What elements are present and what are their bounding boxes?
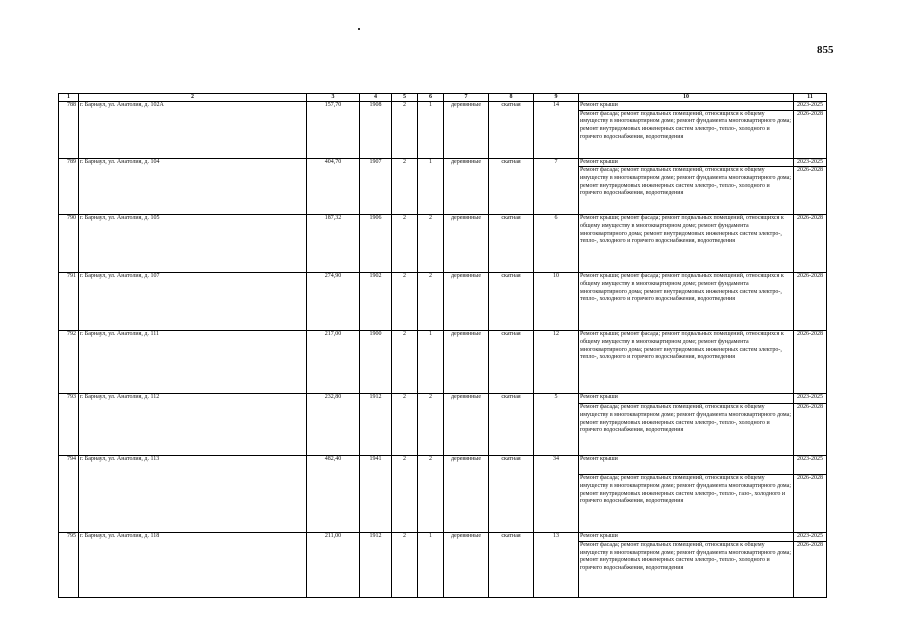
floors-cell: 2 [392,273,418,331]
period-cell: 2026-2028 [794,167,827,215]
apartments-cell: 7 [534,158,579,215]
work-description-cell: Ремонт крыши; ремонт фасада; ремонт подвальных помещений, относящихся к общему имуществу в многоквартирном доме; ремонт фундамента многоквартирного дома; ремонт внутридомовых инженерных систем электро-, тепло-, холодного и горячего водоснабжения, водоотведения [579,215,794,273]
build-year-cell: 1941 [360,456,392,533]
work-description-cell: Ремонт крыши [579,158,794,167]
period-cell: 2026-2028 [794,542,827,598]
table-row [59,394,827,404]
scan-speck [358,28,360,30]
floors-cell: 2 [392,158,418,215]
floors-cell: 2 [392,456,418,533]
period-cell: 2023-2025 [794,102,827,111]
floors-cell: 2 [392,215,418,273]
period-cell: 2026-2028 [794,331,827,394]
record-number-cell: 792 [59,331,79,394]
period-cell: 2023-2025 [794,456,827,475]
area-cell: 274,90 [307,273,360,331]
table-row [59,456,827,475]
area-cell: 482,40 [307,456,360,533]
entrances-cell: 1 [418,158,444,215]
work-description-cell: Ремонт крыши; ремонт фасада; ремонт подвальных помещений, относящихся к общему имуществу в многоквартирном доме; ремонт фундамента многоквартирного дома; ремонт внутридомовых инженерных систем электро-, тепло-, холодного и горячего водоснабжения, водоотведения [579,273,794,331]
record-number-cell: 789 [59,158,79,215]
wall-material-cell: деревянные [444,215,489,273]
entrances-cell: 2 [418,394,444,456]
address-cell: г. Барнаул, ул. Анатолия, д. 105 [79,215,307,273]
apartments-cell: 13 [534,533,579,598]
wall-material-cell: деревянные [444,102,489,159]
header-cell: 2 [79,94,307,102]
record-number-cell: 795 [59,533,79,598]
table-row [59,331,827,394]
repair-schedule-table [58,93,827,598]
build-year-cell: 1912 [360,394,392,456]
floors-cell: 2 [392,331,418,394]
record-number-cell: 791 [59,273,79,331]
period-cell: 2023-2025 [794,158,827,167]
address-cell: г. Барнаул, ул. Анатолия, д. 113 [79,456,307,533]
area-cell: 217,00 [307,331,360,394]
period-cell: 2026-2028 [794,215,827,273]
roof-type-cell: скатная [489,158,534,215]
header-cell: 9 [534,94,579,102]
record-number-cell: 790 [59,215,79,273]
wall-material-cell: деревянные [444,456,489,533]
wall-material-cell: деревянные [444,158,489,215]
work-description-cell: Ремонт фасада; ремонт подвальных помещений, относящихся к общему имуществу в многоквартирном доме; ремонт фундамента многоквартирного дома; ремонт внутридомовых инженерных систем электро-, тепло-, газо-, холодного и горячего водоснабжения, водоотведения [579,475,794,533]
floors-cell: 2 [392,533,418,598]
area-cell: 211,00 [307,533,360,598]
build-year-cell: 1906 [360,215,392,273]
entrances-cell: 2 [418,215,444,273]
work-description-cell: Ремонт крыши [579,394,794,404]
roof-type-cell: скатная [489,102,534,159]
entrances-cell: 1 [418,533,444,598]
roof-type-cell: скатная [489,215,534,273]
address-cell: г. Барнаул, ул. Анатолия, д. 107 [79,273,307,331]
header-cell: 10 [579,94,794,102]
period-cell: 2026-2028 [794,404,827,456]
table-row [59,158,827,167]
apartments-cell: 14 [534,102,579,159]
apartments-cell: 12 [534,331,579,394]
apartments-cell: 10 [534,273,579,331]
table-row [59,215,827,273]
header-cell: 5 [392,94,418,102]
record-number-cell: 788 [59,102,79,159]
address-cell: г. Барнаул, ул. Анатолия, д. 118 [79,533,307,598]
page-number: 855 [817,44,834,56]
build-year-cell: 1907 [360,158,392,215]
address-cell: г. Барнаул, ул. Анатолия, д. 104 [79,158,307,215]
roof-type-cell: скатная [489,456,534,533]
work-description-cell: Ремонт крыши; ремонт фасада; ремонт подвальных помещений, относящихся к общему имуществу в многоквартирном доме; ремонт фундамента многоквартирного дома; ремонт внутридомовых инженерных систем электро-, тепло-, холодного и горячего водоснабжения, водоотведения [579,331,794,394]
header-cell: 6 [418,94,444,102]
wall-material-cell: деревянные [444,533,489,598]
record-number-cell: 793 [59,394,79,456]
wall-material-cell: деревянные [444,331,489,394]
address-cell: г. Барнаул, ул. Анатолия, д. 111 [79,331,307,394]
header-cell: 7 [444,94,489,102]
build-year-cell: 1902 [360,273,392,331]
area-cell: 232,80 [307,394,360,456]
wall-material-cell: деревянные [444,394,489,456]
entrances-cell: 1 [418,102,444,159]
header-cell: 11 [794,94,827,102]
header-cell: 3 [307,94,360,102]
period-cell: 2023-2025 [794,533,827,542]
build-year-cell: 1912 [360,533,392,598]
header-cell: 1 [59,94,79,102]
table-row [59,102,827,111]
work-description-cell: Ремонт фасада; ремонт подвальных помещений, относящихся к общему имуществу в многоквартирном доме; ремонт фундамента многоквартирного дома; ремонт внутридомовых инженерных систем электро-, тепло-, холодного и горячего водоснабжения, водоотведения [579,110,794,158]
apartments-cell: 5 [534,394,579,456]
apartments-cell: 6 [534,215,579,273]
work-description-cell: Ремонт крыши [579,102,794,111]
period-cell: 2026-2028 [794,475,827,533]
address-cell: г. Барнаул, ул. Анатолия, д. 112 [79,394,307,456]
roof-type-cell: скатная [489,331,534,394]
table-row [59,273,827,331]
work-description-cell: Ремонт крыши [579,533,794,542]
header-cell: 4 [360,94,392,102]
entrances-cell: 1 [418,331,444,394]
floors-cell: 2 [392,394,418,456]
area-cell: 187,32 [307,215,360,273]
work-description-cell: Ремонт фасада; ремонт подвальных помещений, относящихся к общему имуществу в многоквартирном доме; ремонт фундамента многоквартирного дома; ремонт внутридомовых инженерных систем электро-, тепло-, холодного и горячего водоснабжения, водоотведения [579,404,794,456]
roof-type-cell: скатная [489,273,534,331]
work-description-cell: Ремонт крыши [579,456,794,475]
build-year-cell: 1900 [360,331,392,394]
roof-type-cell: скатная [489,394,534,456]
record-number-cell: 794 [59,456,79,533]
build-year-cell: 1908 [360,102,392,159]
work-description-cell: Ремонт фасада; ремонт подвальных помещений, относящихся к общему имуществу в многоквартирном доме; ремонт фундамента многоквартирного дома; ремонт внутридомовых инженерных систем электро-, тепло-, холодного и горячего водоснабжения, водоотведения [579,542,794,598]
roof-type-cell: скатная [489,533,534,598]
work-description-cell: Ремонт фасада; ремонт подвальных помещений, относящихся к общему имуществу в многоквартирном доме; ремонт фундамента многоквартирного дома; ремонт внутридомовых инженерных систем электро-, тепло-, холодного и горячего водоснабжения, водоотведения [579,167,794,215]
column-number-header [59,94,827,102]
address-cell: г. Барнаул, ул. Анатолия, д. 102А [79,102,307,159]
table-row [59,533,827,542]
floors-cell: 2 [392,102,418,159]
entrances-cell: 2 [418,273,444,331]
period-cell: 2026-2028 [794,273,827,331]
wall-material-cell: деревянные [444,273,489,331]
area-cell: 404,70 [307,158,360,215]
header-cell: 8 [489,94,534,102]
period-cell: 2023-2025 [794,394,827,404]
apartments-cell: 34 [534,456,579,533]
period-cell: 2026-2028 [794,110,827,158]
entrances-cell: 2 [418,456,444,533]
area-cell: 157,70 [307,102,360,159]
